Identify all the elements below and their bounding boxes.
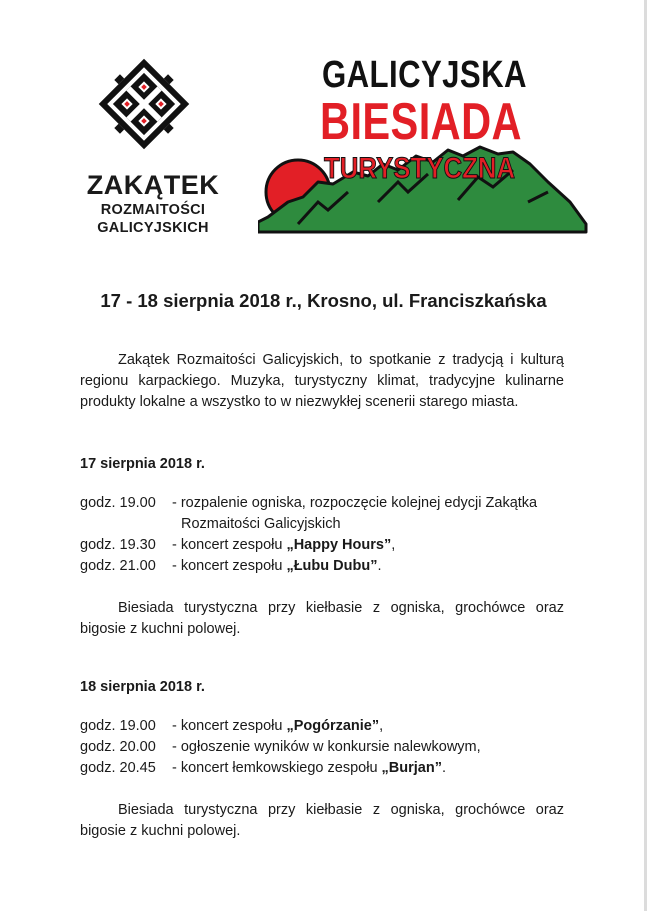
event-desc <box>172 758 572 779</box>
note-text: Biesiada turystyczna przy kiełbasie z ogniska, grochówce oraz bigosie z kuchni polowej. <box>80 600 564 637</box>
biesiada-logo <box>258 52 588 242</box>
event-text: - koncert zespołu <box>172 718 287 734</box>
event-punct: , <box>379 718 384 734</box>
event-time: godz. 19.00 <box>80 495 156 511</box>
logo-title-2: BIESIADA <box>320 93 522 151</box>
day1-title: 17 sierpnia 2018 r. <box>80 456 205 472</box>
event-headline: 17 - 18 sierpnia 2018 r., Krosno, ul. Franciszkańska <box>100 290 547 311</box>
band-name: „Pogórzanie” <box>286 718 380 734</box>
band-name: „Łubu Dubu” <box>286 558 378 574</box>
event-punct: . <box>441 760 446 776</box>
day2-title: 18 sierpnia 2018 r. <box>80 679 205 695</box>
logo-line-2: ROZMAITOŚCI <box>100 202 206 218</box>
event-punct: . <box>377 558 382 574</box>
event-text: - koncert zespołu <box>172 537 287 553</box>
logo-line-1: ZAKĄTEK <box>86 170 220 200</box>
event-time: godz. 19.00 <box>80 718 156 734</box>
event-text: - koncert łemkowskiego zespołu <box>172 760 382 776</box>
event-time: godz. 21.00 <box>80 558 156 574</box>
event-text: - ogłoszenie wyników w konkursie nalewkowym, <box>172 739 481 755</box>
band-name: „Happy Hours” <box>286 537 392 553</box>
event-time: godz. 20.45 <box>80 760 156 776</box>
day2-note <box>80 800 564 842</box>
event-desc <box>172 556 572 577</box>
folk-ornament-icon <box>94 54 194 154</box>
intro-text: Zakątek Rozmaitości Galicyjskich, to spotkanie z tradycją i kulturą regionu karpackiego. Muzyka, turystyczny klimat, tradycyjne kulinarne produkty lokalne a wszystko to w niezwykłej scenerii starego miasta. <box>80 352 564 410</box>
logo-title-1: GALICYJSKA <box>322 54 527 96</box>
intro-paragraph <box>80 350 564 413</box>
logo-title-3: TURYSTYCZNA <box>324 152 516 185</box>
event-text-cont: Rozmaitości Galicyjskich <box>181 516 341 532</box>
note-text: Biesiada turystyczna przy kiełbasie z ogniska, grochówce oraz bigosie z kuchni polowej. <box>80 802 564 839</box>
event-desc <box>172 716 572 737</box>
event-time: godz. 19.30 <box>80 537 156 553</box>
logo-line-3: GALICYJSKICH <box>97 220 209 236</box>
event-desc <box>172 737 572 758</box>
event-text: - koncert zespołu <box>172 558 287 574</box>
event-text: - rozpalenie ogniska, rozpoczęcie kolejnej edycji Zakątka <box>172 495 538 511</box>
band-name: „Burjan” <box>381 760 442 776</box>
event-punct: , <box>391 537 396 553</box>
event-desc <box>172 493 572 535</box>
event-time: godz. 20.00 <box>80 739 156 755</box>
zakatek-logo <box>72 52 232 242</box>
day1-note <box>80 598 564 640</box>
event-desc <box>172 535 572 556</box>
